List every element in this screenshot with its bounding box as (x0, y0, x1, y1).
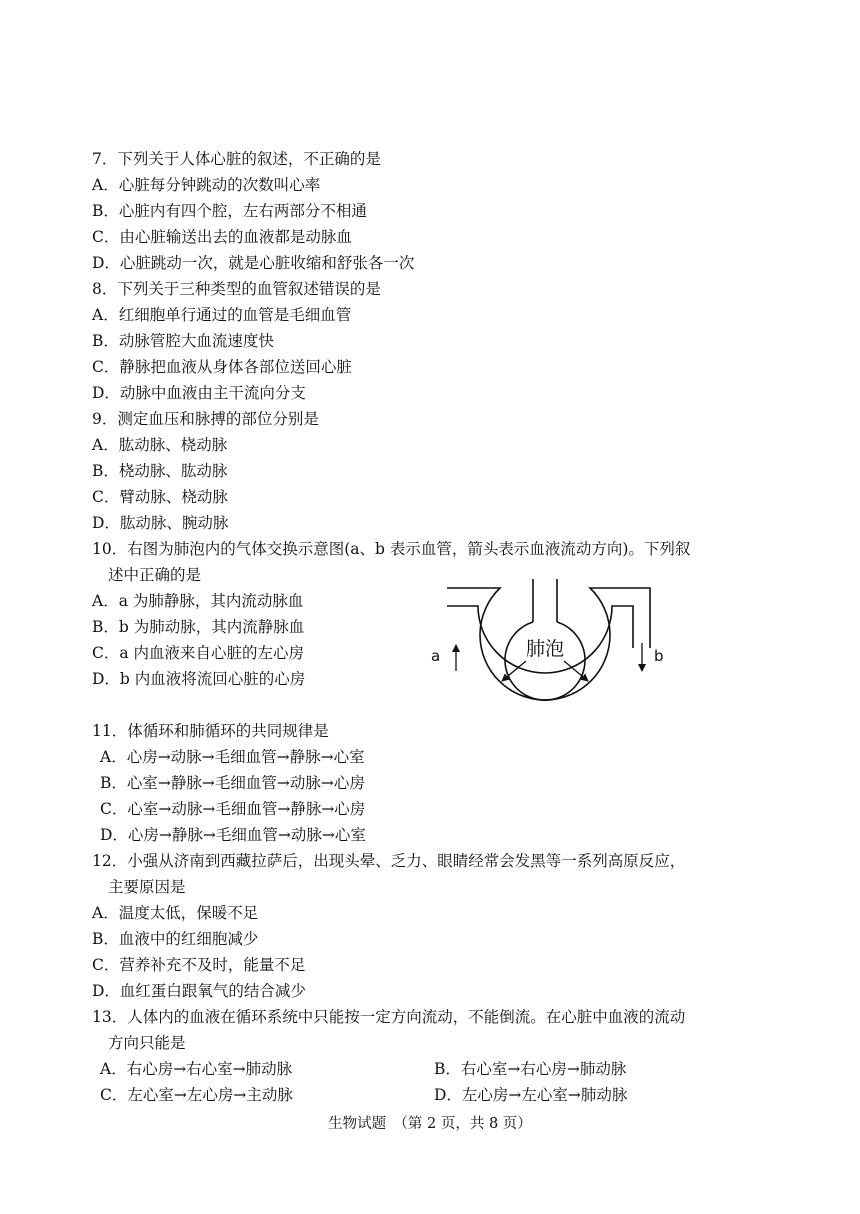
q10-stem-line1: 10．右图为肺泡内的气体交换示意图(a、b 表示血管，箭头表示血液流动方向)。下列叙 (92, 540, 691, 558)
q13-option-c: C．左心室→左心房→主动脉 (100, 1086, 293, 1104)
q9-option-a: A．肱动脉、桡动脉 (92, 436, 228, 454)
q7-option-c: C．由心脏输送出去的血液都是动脉血 (92, 228, 352, 246)
q9-option-b: B．桡动脉、肱动脉 (92, 462, 228, 480)
q10-option-c: C．a 内血液来自心脏的左心房 (92, 644, 305, 662)
page-footer: 生物试题 （第 2 页，共 8 页） (328, 1116, 532, 1132)
q11-option-d: D．心房→静脉→毛细血管→动脉→心室 (100, 826, 366, 844)
vessel-a-label: a (431, 647, 441, 665)
q9-option-c: C．臂动脉、桡动脉 (92, 488, 228, 506)
q12-option-d: D．血红蛋白跟氧气的结合减少 (92, 982, 306, 1000)
q10-stem-line2: 述中正确的是 (108, 566, 202, 584)
q13-option-b: B．右心室→右心房→肺动脉 (434, 1060, 627, 1078)
alveolus-label: 肺泡 (525, 638, 565, 660)
q11-option-b: B．心室→静脉→毛细血管→动脉→心房 (100, 774, 365, 792)
q12-stem-line1: 12．小强从济南到西藏拉萨后，出现头晕、乏力、眼睛经常会发黑等一系列高原反应， (92, 852, 686, 870)
q13-stem-line1: 13．人体内的血液在循环系统中只能按一定方向流动，不能倒流。在心脏中血液的流动 (92, 1008, 686, 1026)
q12-stem-line2: 主要原因是 (108, 878, 186, 896)
q9-stem: 9．测定血压和脉搏的部位分别是 (92, 410, 319, 428)
q10-option-a: A．a 为肺静脉，其内流动脉血 (92, 592, 304, 610)
q11-option-c: C．心室→动脉→毛细血管→静脉→心房 (100, 800, 366, 818)
vessel-b-label: b (654, 647, 664, 665)
q7-option-d: D．心脏跳动一次，就是心脏收缩和舒张各一次 (92, 254, 415, 272)
alveolus-diagram (420, 575, 670, 720)
q13-option-a: A．右心房→右心室→肺动脉 (100, 1060, 293, 1078)
q8-option-d: D．动脉中血液由主干流向分支 (92, 384, 306, 402)
q13-stem-line2: 方向只能是 (108, 1034, 186, 1052)
q12-option-a: A．温度太低，保暖不足 (92, 904, 259, 922)
q10-option-b: B．b 为肺动脉，其内流静脉血 (92, 618, 305, 636)
q8-option-a: A．红细胞单行通过的血管是毛细血管 (92, 306, 352, 324)
q8-option-b: B．动脉管腔大血流速度快 (92, 332, 274, 350)
q7-stem: 7．下列关于人体心脏的叙述，不正确的是 (92, 150, 381, 168)
q12-option-c: C．营养补充不及时，能量不足 (92, 956, 306, 974)
q12-option-b: B．血液中的红细胞减少 (92, 930, 259, 948)
q11-stem: 11．体循环和肺循环的共同规律是 (92, 722, 329, 740)
q8-option-c: C．静脉把血液从身体各部位送回心脏 (92, 358, 352, 376)
q10-option-d: D．b 内血液将流回心脏的心房 (92, 670, 306, 688)
q9-option-d: D．肱动脉、腕动脉 (92, 514, 229, 532)
q7-option-b: B．心脏内有四个腔，左右两部分不相通 (92, 202, 367, 220)
q13-option-d: D．左心房→左心室→肺动脉 (434, 1086, 628, 1104)
q8-stem: 8．下列关于三种类型的血管叙述错误的是 (92, 280, 381, 298)
q11-option-a: A．心房→动脉→毛细血管→静脉→心室 (100, 748, 365, 766)
q7-option-a: A．心脏每分钟跳动的次数叫心率 (92, 176, 321, 194)
alveolus-circle (505, 622, 585, 700)
